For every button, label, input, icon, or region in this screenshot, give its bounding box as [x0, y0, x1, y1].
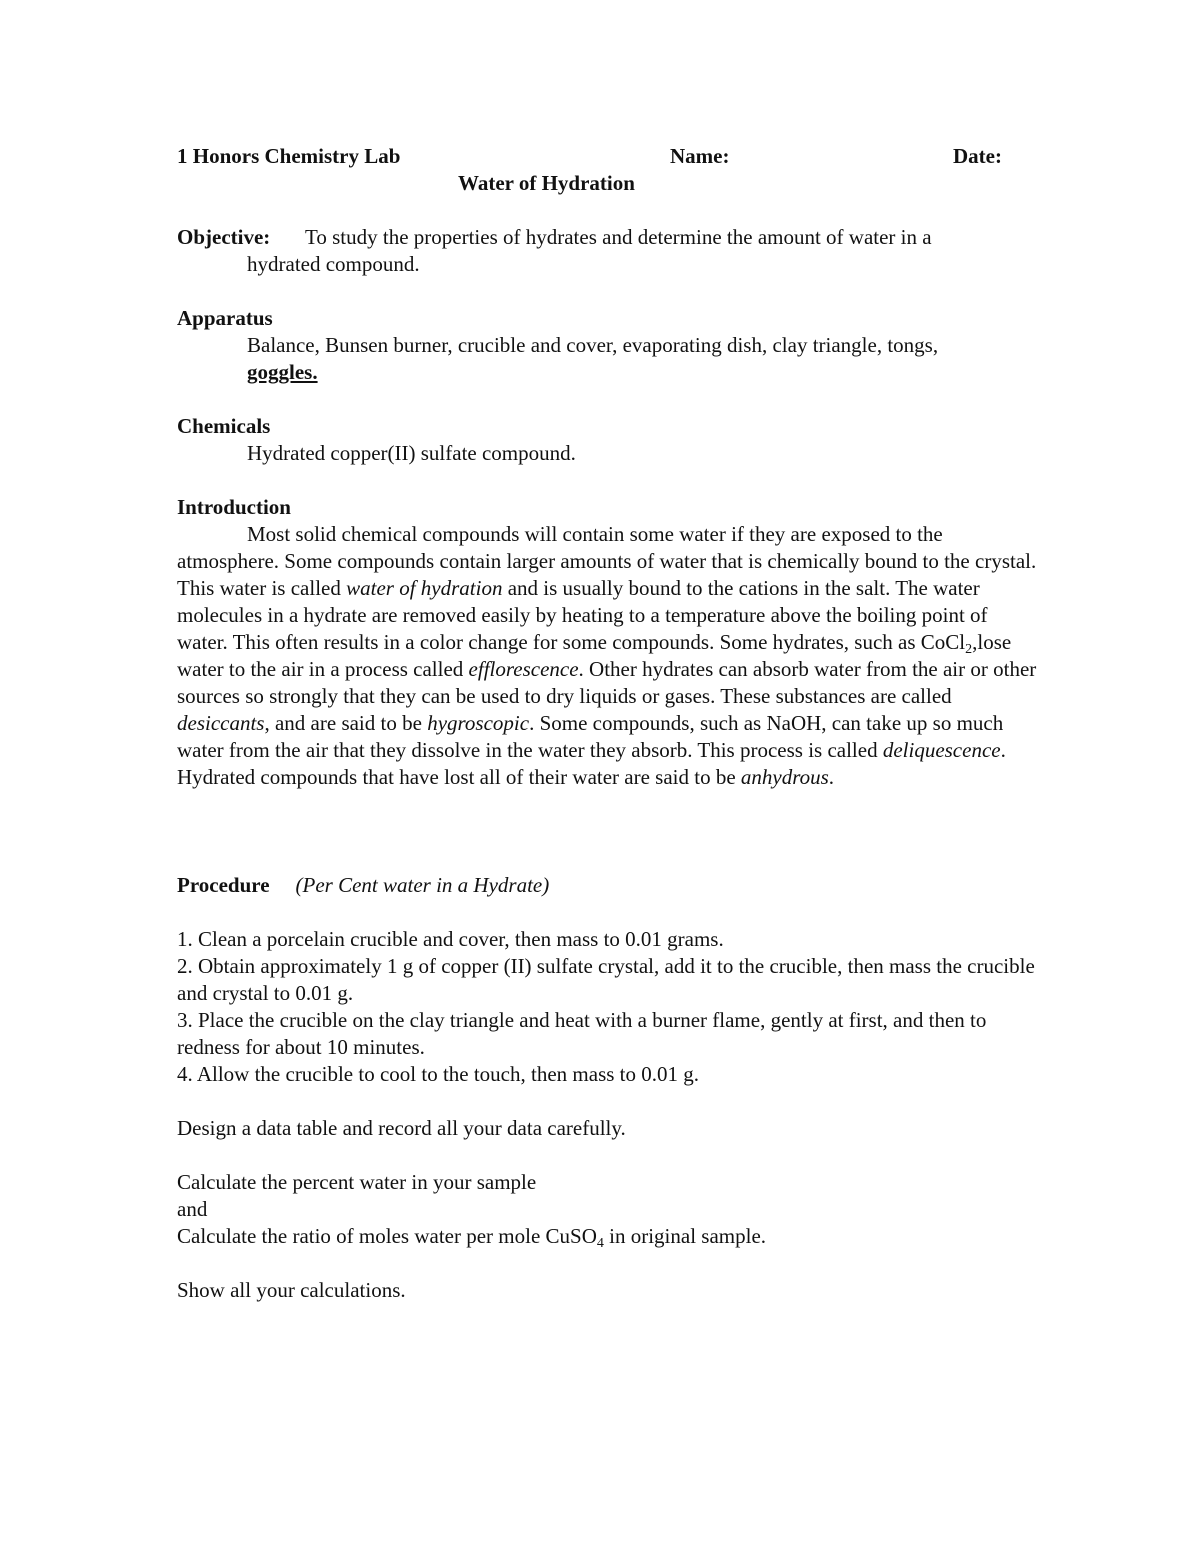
- intro-text-5: , and are said to be: [264, 711, 428, 735]
- chemicals-text: Hydrated copper(II) sulfate compound.: [247, 441, 576, 465]
- document-header: [177, 143, 1037, 170]
- course-title: 1 Honors Chemistry Lab: [177, 144, 401, 168]
- data-table-instruction: Design a data table and record all your data carefully.: [177, 1116, 626, 1140]
- objective-text-line2: hydrated compound.: [247, 252, 420, 276]
- document-page: [177, 143, 1037, 1302]
- term-anhydrous: anhydrous: [740, 765, 829, 789]
- procedure-step: 3. Place the crucible on the clay triangle and heat with a burner flame, gently at first, and then to redness for about 10 minutes.: [177, 1008, 987, 1059]
- objective-section: [177, 224, 1037, 278]
- calc-ratio-text-b: in original sample.: [603, 1224, 767, 1248]
- intro-text-8: .: [828, 765, 835, 789]
- calc-ratio-text-a: Calculate the ratio of moles water per mole CuSO: [177, 1224, 597, 1248]
- intro-text-4: . Other hydrates can absorb water from the air or other sources so strongly that they can be used to dry liquids or gases. These substances are called: [177, 657, 1037, 708]
- procedure-step: 4. Allow the crucible to cool to the touch, then mass to 0.01 g.: [177, 1062, 699, 1086]
- apparatus-list: Balance, Bunsen burner, crucible and cover, evaporating dish, clay triangle, tongs,: [247, 333, 939, 357]
- intro-text-6: . Some compounds, such as NaOH, can take up so much water from the air that they dissolve in the water they absorb. This process is called: [177, 711, 1004, 762]
- calc-ratio-instruction: [177, 1223, 1037, 1250]
- intro-text-3: ,lose water to the air in a process called: [177, 630, 1012, 681]
- procedure-step: 1. Clean a porcelain crucible and cover, then mass to 0.01 grams.: [177, 927, 724, 951]
- intro-text-7: . Hydrated compounds that have lost all of their water are said to be: [177, 738, 1006, 789]
- cuso4-subscript: 4: [596, 1236, 604, 1251]
- objective-text-line1: To study the properties of hydrates and determine the amount of water in a: [305, 225, 932, 249]
- show-calculations-instruction: Show all your calculations.: [177, 1278, 406, 1302]
- apparatus-section: [177, 305, 1037, 386]
- chemicals-heading: Chemicals: [177, 414, 271, 438]
- objective-label: Objective:: [177, 225, 271, 249]
- goggles-emphasis: goggles.: [247, 360, 318, 384]
- term-efflorescence: efflorescence: [468, 657, 579, 681]
- intro-text-1: Most solid chemical compounds will contain some water if they are exposed to the atmosphere. Some compounds contain larger amounts of water that is chemically bound to the crystal. This water is called: [177, 522, 1037, 600]
- chemicals-section: [177, 413, 1037, 467]
- term-hygroscopic: hygroscopic: [427, 711, 530, 735]
- cocl2-subscript: 2: [965, 642, 973, 657]
- introduction-heading: Introduction: [177, 495, 291, 519]
- date-label: Date:: [953, 144, 1002, 168]
- apparatus-heading: Apparatus: [177, 306, 273, 330]
- introduction-paragraph: [177, 521, 1037, 791]
- procedure-subheading: (Per Cent water in a Hydrate): [295, 873, 550, 897]
- term-desiccants: desiccants: [177, 711, 265, 735]
- and-text: and: [177, 1197, 208, 1221]
- term-water-of-hydration: water of hydration: [346, 576, 503, 600]
- introduction-section: [177, 494, 1037, 791]
- procedure-section: [177, 872, 1037, 1304]
- calc-percent-instruction: Calculate the percent water in your sample: [177, 1170, 537, 1194]
- lab-title: Water of Hydration: [458, 171, 635, 195]
- procedure-step: 2. Obtain approximately 1 g of copper (II) sulfate crystal, add it to the crucible, then mass the crucible and crystal to 0.01 g.: [177, 954, 1035, 1005]
- term-deliquescence: deliquescence: [882, 738, 1001, 762]
- intro-text-2: and is usually bound to the cations in the salt. The water molecules in a hydrate are removed easily by heating to a temperature above the boiling point of water. This often results in a color change for some compounds. Some hydrates, such as CoCl: [177, 576, 988, 654]
- procedure-heading: Procedure: [177, 873, 270, 897]
- name-label: Name:: [670, 144, 730, 168]
